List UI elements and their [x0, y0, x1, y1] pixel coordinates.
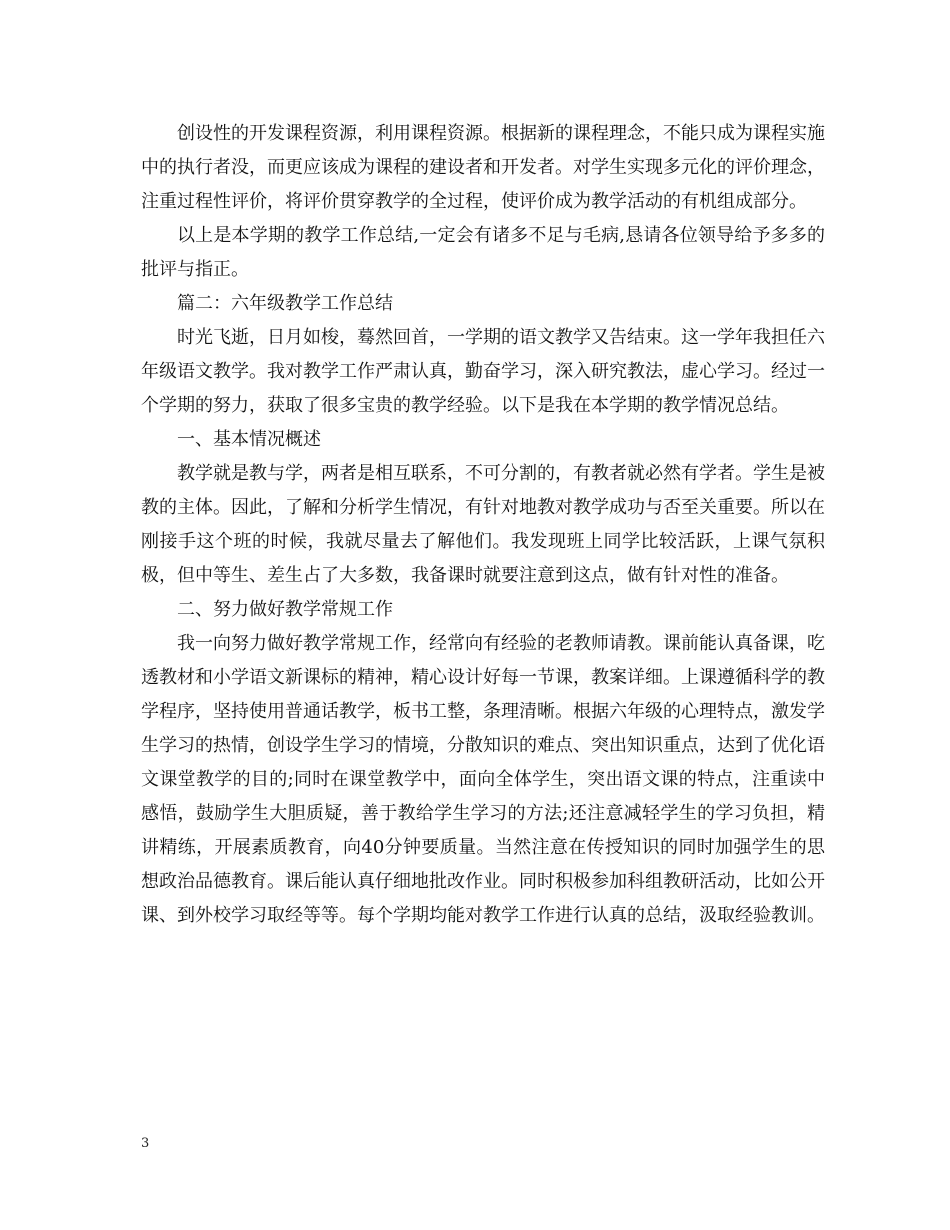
section-heading-overview: 一、基本情况概述 [177, 429, 321, 450]
paragraph-introduction: 时光飞逝，日月如梭，蓦然回首，一学期的语文教学又告结束。这一学年我担任六年级语文教学。我对教学工作严肃认真，勤奋学习，深入研究教法，虚心学习。经过一个学期的努力，获取了很多宝贵的教学经验。以下是我在本学期的教学情况总结。 [141, 327, 825, 416]
paragraph-curriculum-resources: 创设性的开发课程资源，利用课程资源。根据新的课程理念，不能只成为课程实施中的执行者没，而更应该成为课程的建设者和开发者。对学生实现多元化的评价理念，注重过程性评价，将评价贯穿教学的全过程，使评价成为教学活动的有机组成部分。 [141, 123, 825, 212]
paragraph-overview: 教学就是教与学，两者是相互联系，不可分割的，有教者就必然有学者。学生是被教的主体。因此，了解和分析学生情况，有针对地教对教学成功与否至关重要。所以在刚接手这个班的时候，我就尽量去了解他们。我发现班上同学比较活跃，上课气氛积极，但中等生、差生占了大多数，我备课时就要注意到这点，做有针对性的准备。 [141, 463, 825, 586]
document-body [141, 117, 825, 933]
paragraph-closing-remarks: 以上是本学期的教学工作总结,一定会有诸多不足与毛病,恳请各位领导给予多多的批评与指正。 [141, 225, 825, 280]
paragraph-routine-work: 我一向努力做好教学常规工作，经常向有经验的老教师请教。课前能认真备课，吃透教材和小学语文新课标的精神，精心设计好每一节课，教案详细。上课遵循科学的教学程序，坚持使用普通话教学，板书工整，条理清晰。根据六年级的心理特点，激发学生学习的热情，创设学生学习的情境，分散知识的难点、突出知识重点，达到了优化语文课堂教学的目的;同时在课堂教学中，面向全体学生，突出语文课的特点，注重读中感悟，鼓励学生大胆质疑，善于教给学生学习的方法;还注意减轻学生的学习负担，精讲精练，开展素质教育，向40分钟要质量。当然注意在传授知识的同时加强学生的思想政治品德教育。课后能认真仔细地批改作业。同时积极参加科组教研活动，比如公开课、到外校学习取经等等。每个学期均能对教学工作进行认真的总结，汲取经验教训。 [141, 633, 825, 926]
page-number: 3 [141, 1136, 150, 1151]
section-heading-routine-work: 二、努力做好教学常规工作 [177, 599, 393, 620]
section-heading-part-two: 篇二：六年级教学工作总结 [177, 293, 393, 314]
